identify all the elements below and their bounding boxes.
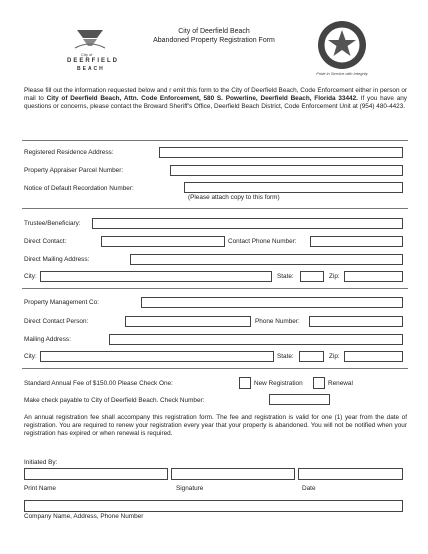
default-recordation-field[interactable] xyxy=(184,182,403,193)
sheriff-motto: Pride in Service with Integrity xyxy=(316,71,368,76)
renewal-label: Renewal xyxy=(328,380,353,387)
new-registration-checkbox[interactable] xyxy=(239,377,251,389)
zip2-label: Zip: xyxy=(329,353,340,360)
mailing-address-bold: City of Deerfield Beach, Attn. Code Enforcement, 580 S. Powerline, Deerfield Beach, Florida 33442. xyxy=(46,95,358,102)
divider xyxy=(22,140,408,141)
intro-paragraph: Please fill out the information requested below and r emit this form to the City of Deerfield Beach, Code Enforcement either in person or mail to City of Deerfield Beach, Attn. Code Enforcement, 580 S. Powerline, Deerfield Beach, Florida 33442. If you have any questions or concerns, please contact the Broward Sheriff's Office, Deerfield Beach District, Code Enforcement Unit at (954) 480-4423. xyxy=(24,87,408,110)
trustee-field[interactable] xyxy=(92,218,403,229)
city2-label: City: xyxy=(24,353,37,360)
divider xyxy=(22,368,408,369)
date-label: Date xyxy=(302,485,316,492)
sheriff-star-icon xyxy=(312,18,372,74)
check-payable-label: Make check payable to City of Deerfield Beach. Check Number: xyxy=(24,397,205,404)
attach-note: (Please attach copy to this form) xyxy=(188,194,280,201)
direct-contact-field[interactable] xyxy=(101,236,225,247)
contact-phone-label: Contact Phone Number: xyxy=(228,238,297,245)
direct-contact-person-label: Direct Contact Person: xyxy=(24,318,89,325)
direct-contact-label: Direct Contact: xyxy=(24,238,67,245)
form-title-line1: City of Deerfield Beach xyxy=(178,28,250,35)
city-label: City: xyxy=(24,273,37,280)
zip2-field[interactable] xyxy=(344,351,403,362)
phone-number-label: Phone Number: xyxy=(255,318,300,325)
pm-company-field[interactable] xyxy=(141,297,403,308)
city2-field[interactable] xyxy=(40,351,274,362)
direct-mailing-field[interactable] xyxy=(130,254,403,265)
date-field[interactable] xyxy=(298,468,403,480)
contact-phone-field[interactable] xyxy=(310,236,403,247)
zip-field[interactable] xyxy=(344,271,403,282)
fee-label: Standard Annual Fee of $150.00 Please Check One: xyxy=(24,380,173,387)
company-info-field[interactable] xyxy=(24,500,403,512)
new-registration-label: New Registration xyxy=(254,380,303,387)
direct-mailing-label: Direct Mailing Address: xyxy=(24,256,90,263)
state-label: State: xyxy=(277,273,294,280)
divider xyxy=(22,208,408,209)
phone-number-field[interactable] xyxy=(309,316,403,327)
mailing-address-label: Mailing Address: xyxy=(24,336,71,343)
print-name-label: Print Name xyxy=(24,485,56,492)
city-logo-sub: BEACH xyxy=(77,66,105,72)
registered-address-label: Registered Residence Address: xyxy=(24,149,114,156)
trustee-label: Trustee/Beneficiary: xyxy=(24,220,81,227)
pm-company-label: Property Management Co: xyxy=(24,299,99,306)
state2-field[interactable] xyxy=(299,351,324,362)
default-recordation-label: Notice of Default Recordation Number: xyxy=(24,185,134,192)
annual-fee-paragraph: An annual registration fee shall accompany this registration form. The fee and registration is valid for one (1) year from the date of registration. You are required to renew your registration every year that your property is abandoned. You will not be notified when your registration has expired or when renewal is required. xyxy=(24,414,407,437)
zip-label: Zip: xyxy=(329,273,340,280)
form-title-line2: Abandoned Property Registration Form xyxy=(153,37,275,44)
state-field[interactable] xyxy=(300,271,324,282)
sheriff-badge xyxy=(312,18,372,78)
renewal-checkbox[interactable] xyxy=(313,377,325,389)
signature-field[interactable] xyxy=(171,468,295,480)
divider xyxy=(22,288,408,289)
check-number-field[interactable] xyxy=(269,394,330,405)
mailing-address-field[interactable] xyxy=(109,334,403,345)
state2-label: State: xyxy=(277,353,294,360)
direct-contact-person-field[interactable] xyxy=(125,316,251,327)
city-logo-small: City of xyxy=(81,52,93,57)
initiated-by-label: Initiated By: xyxy=(24,459,58,466)
signature-label: Signature xyxy=(176,485,204,492)
city-logo-name: DEERFIELD xyxy=(67,58,120,64)
city-field[interactable] xyxy=(40,271,272,282)
registered-address-field[interactable] xyxy=(159,147,403,158)
city-logo xyxy=(45,26,135,76)
print-name-field[interactable] xyxy=(24,468,168,480)
parcel-number-field[interactable] xyxy=(170,165,403,176)
parcel-number-label: Property Appraiser Parcel Number: xyxy=(24,167,124,174)
company-info-label: Company Name, Address, Phone Number xyxy=(24,513,144,520)
